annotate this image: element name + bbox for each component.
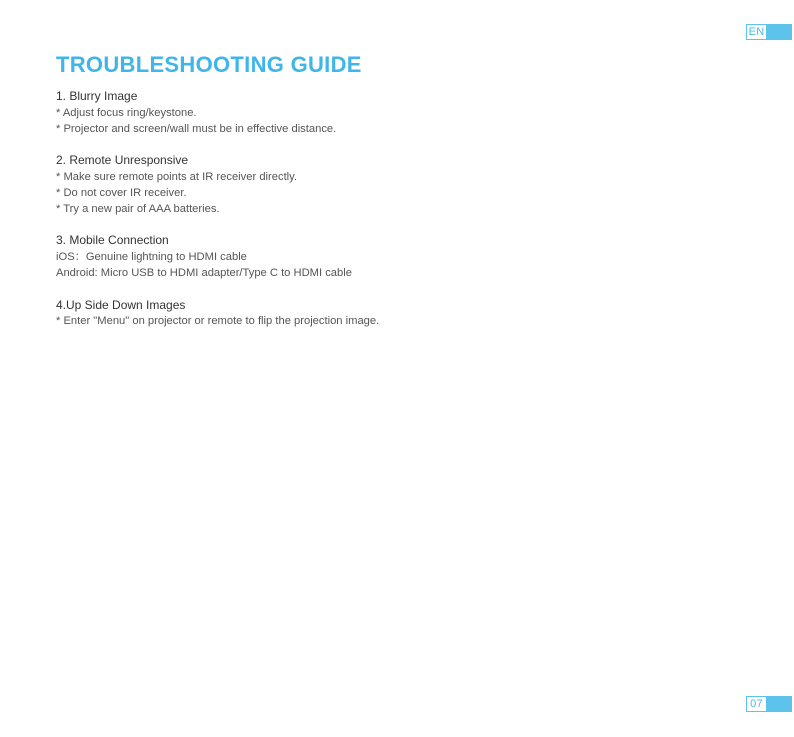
language-badge (746, 24, 792, 40)
language-badge-bar (767, 24, 792, 40)
section-remote-unresponsive (56, 152, 756, 217)
page-number: 07 (746, 696, 767, 712)
page-title: TROUBLESHOOTING GUIDE (56, 52, 362, 77)
section-mobile-connection (56, 232, 756, 281)
section-line: * Try a new pair of AAA batteries. (56, 203, 220, 216)
page-number-bar (767, 696, 792, 712)
section-line: * Make sure remote points at IR receiver directly. (56, 170, 298, 183)
section-heading: 1. Blurry Image (56, 89, 138, 103)
language-badge-label: EN (746, 24, 767, 40)
section-heading: 4.Up Side Down Images (56, 297, 186, 312)
section-heading: 3. Mobile Connection (56, 233, 169, 248)
section-blurry-image (56, 88, 756, 137)
section-line: * Projector and screen/wall must be in effective distance. (56, 122, 337, 135)
section-line: * Do not cover IR receiver. (56, 186, 187, 199)
section-line: * Adjust focus ring/keystone. (56, 106, 197, 119)
section-heading: 2. Remote Unresponsive (56, 153, 189, 168)
page-number-badge (746, 696, 792, 712)
section-line: * Enter "Menu" on projector or remote to flip the projection image. (56, 315, 380, 328)
section-line: Android: Micro USB to HDMI adapter/Type C to HDMI cable (56, 267, 352, 280)
section-upside-down-images (56, 297, 756, 330)
troubleshooting-content (56, 88, 756, 344)
section-line: iOS：Genuine lightning to HDMI cable (56, 250, 247, 263)
